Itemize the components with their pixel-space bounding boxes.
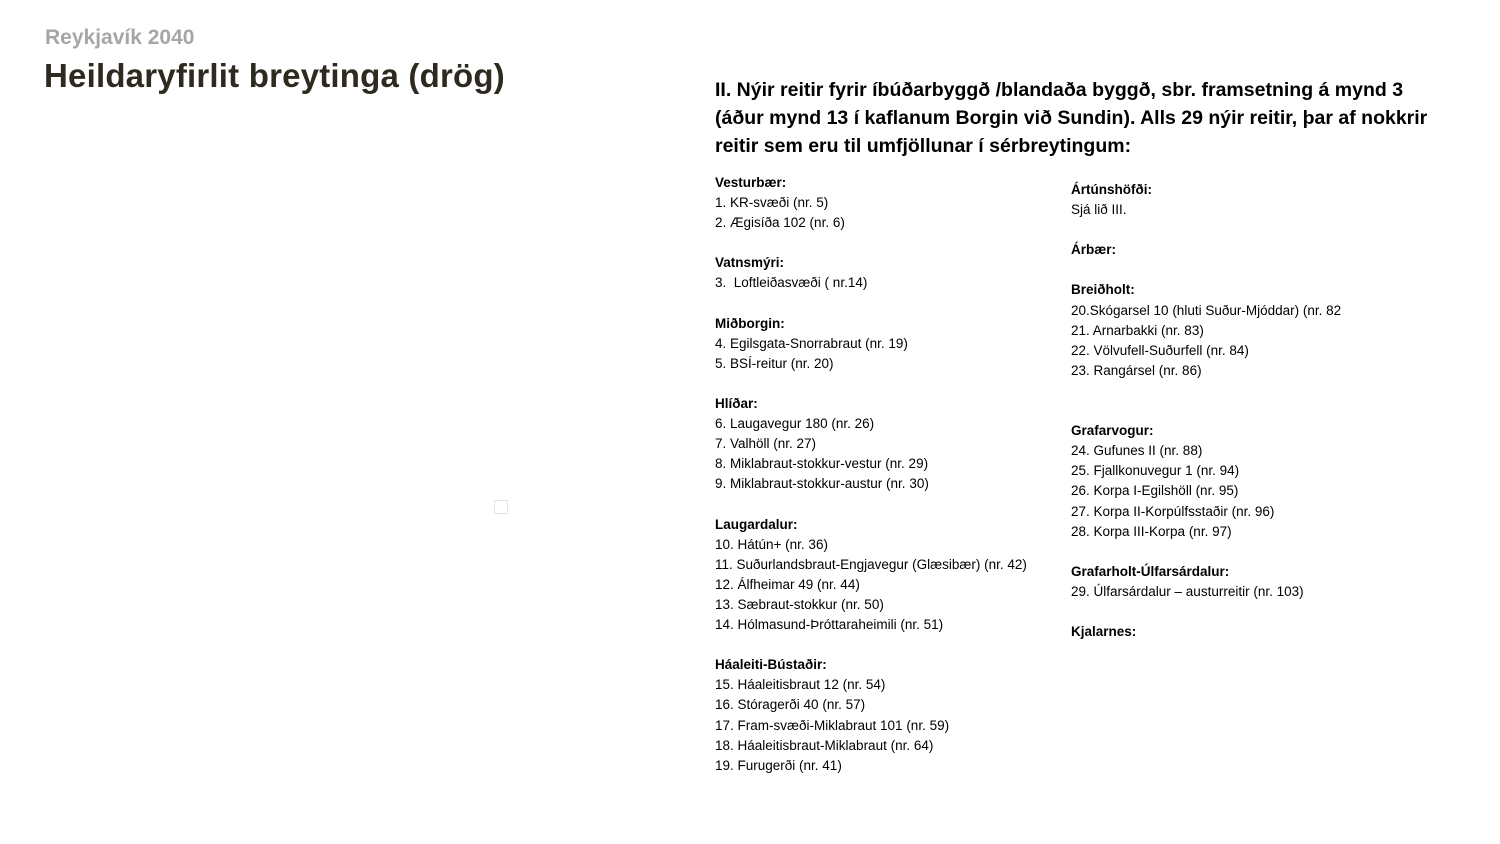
district-section (1071, 180, 1471, 220)
list-item: 3. Loftleiðasvæði ( nr.14) (715, 275, 868, 291)
district-section (715, 394, 1065, 494)
list-item: 7. Valhöll (nr. 27) (715, 436, 817, 452)
slide-title: Heildaryfirlit breytinga (drög) (44, 57, 505, 94)
district-title: Grafarholt-Úlfarsárdalur: (1071, 563, 1230, 579)
district-section (715, 515, 1065, 636)
supertitle: Reykjavík 2040 (45, 26, 195, 49)
list-item: Sjá lið III. (1071, 202, 1127, 218)
district-section (715, 655, 1065, 776)
list-item: 10. Hátún+ (nr. 36) (715, 536, 828, 552)
list-item: 14. Hólmasund-Þróttaraheimili (nr. 51) (715, 617, 944, 633)
list-item: 13. Sæbraut-stokkur (nr. 50) (715, 596, 884, 612)
district-section (715, 253, 1065, 293)
district-section (715, 314, 1065, 374)
list-item: 27. Korpa II-Korpúlfsstaðir (nr. 96) (1071, 503, 1275, 519)
district-section (1071, 421, 1471, 542)
district-title: Vatnsmýri: (715, 255, 785, 271)
district-section (1071, 280, 1471, 380)
district-title: Ártúnshöfði: (1071, 182, 1152, 197)
district-title: Breiðholt: (1071, 282, 1135, 298)
district-title: Kjalarnes: (1071, 624, 1137, 640)
district-title: Miðborgin: (715, 315, 785, 331)
district-title: Vesturbær: (715, 175, 787, 190)
list-item: 9. Miklabraut-stokkur-austur (nr. 30) (715, 476, 929, 492)
list-item: 2. Ægisíða 102 (nr. 6) (715, 215, 845, 231)
district-title: Árbær: (1071, 242, 1117, 258)
list-item: 11. Suðurlandsbraut-Engjavegur (Glæsibær) (nr. 42) (715, 556, 1027, 572)
list-item: 12. Álfheimar 49 (nr. 44) (715, 576, 860, 592)
left-column (715, 173, 1065, 796)
section-heading: II. Nýir reitir fyrir íbúðarbyggð /blandaða byggð, sbr. framsetning á mynd 3 (áður mynd 13 í kaflanum Borgin við Sundin). Alls 29 nýir reitir, þar af nokkrir reitir sem eru til umfjöllunar í sérbreytingum: (715, 79, 1428, 157)
list-item: 16. Stóragerði 40 (nr. 57) (715, 697, 866, 713)
list-item: 1. KR-svæði (nr. 5) (715, 195, 829, 211)
image-placeholder-icon (494, 500, 508, 514)
district-title: Hlíðar: (715, 396, 758, 412)
list-item: 5. BSÍ-reitur (nr. 20) (715, 355, 834, 371)
list-item: 19. Furugerði (nr. 41) (715, 757, 842, 773)
district-section (715, 173, 1065, 233)
list-item: 21. Arnarbakki (nr. 83) (1071, 322, 1204, 338)
list-item: 23. Rangársel (nr. 86) (1071, 362, 1202, 378)
list-item: 28. Korpa III-Korpa (nr. 97) (1071, 523, 1232, 539)
list-item: 17. Fram-svæði-Miklabraut 101 (nr. 59) (715, 717, 950, 733)
list-item: 4. Egilsgata-Snorrabraut (nr. 19) (715, 335, 908, 351)
list-item: 26. Korpa I-Egilshöll (nr. 95) (1071, 483, 1239, 499)
list-item: 6. Laugavegur 180 (nr. 26) (715, 416, 875, 432)
list-item: 15. Háaleitisbraut 12 (nr. 54) (715, 677, 886, 693)
right-column (1071, 180, 1471, 662)
district-title: Laugardalur: (715, 516, 798, 532)
district-title: Grafarvogur: (1071, 423, 1154, 439)
list-item: 18. Háaleitisbraut-Miklabraut (nr. 64) (715, 737, 934, 753)
list-item: 24. Gufunes II (nr. 88) (1071, 443, 1203, 459)
district-section (1071, 562, 1471, 602)
list-item: 8. Miklabraut-stokkur-vestur (nr. 29) (715, 456, 929, 472)
district-section (1071, 622, 1471, 642)
district-section (1071, 240, 1471, 260)
list-item: 22. Völvufell-Suðurfell (nr. 84) (1071, 342, 1249, 358)
list-item: 25. Fjallkonuvegur 1 (nr. 94) (1071, 463, 1240, 479)
district-title: Háaleiti-Bústaðir: (715, 657, 827, 673)
list-item: 29. Úlfarsárdalur – austurreitir (nr. 103) (1071, 583, 1304, 599)
list-item: 20.Skógarsel 10 (hluti Suður-Mjóddar) (nr. 82 (1071, 302, 1342, 318)
